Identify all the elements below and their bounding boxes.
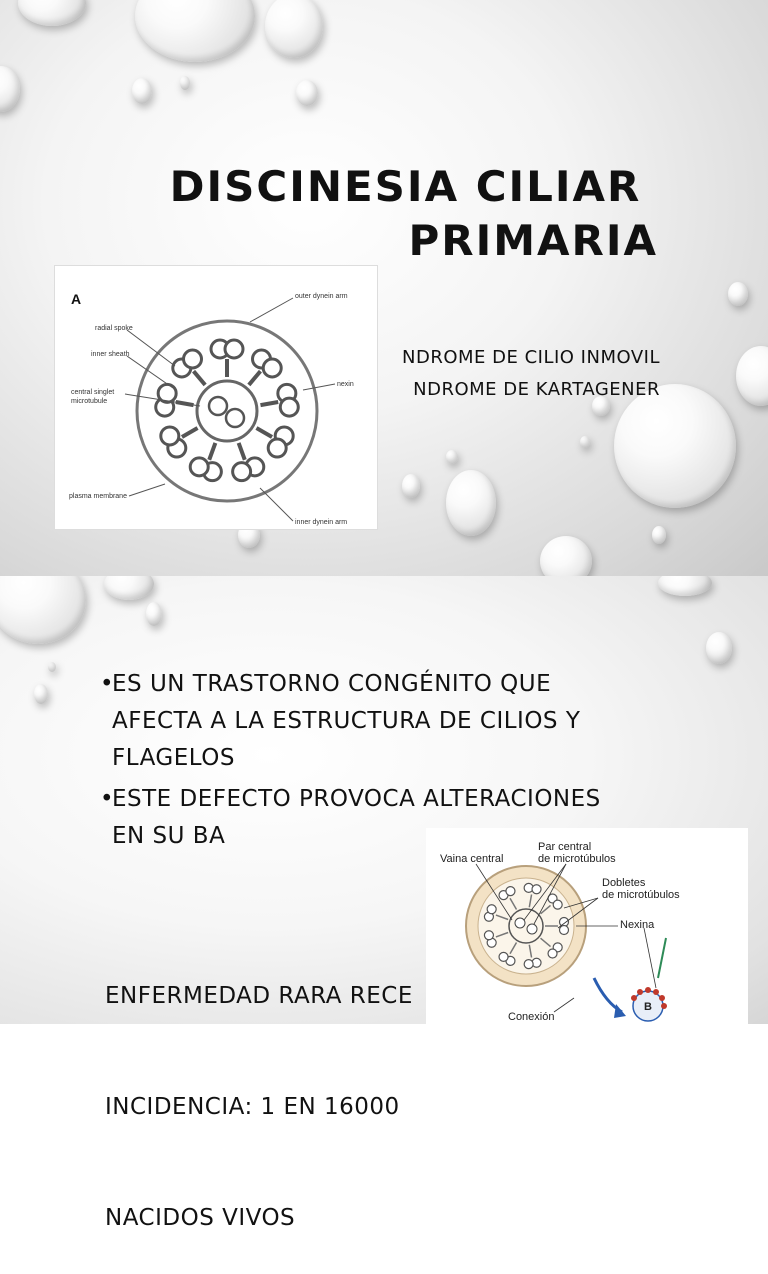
microtubule-doublet (280, 398, 298, 416)
label-nexina: Nexina (620, 919, 655, 931)
water-drop (446, 470, 496, 536)
subtitle-line-1: NDROME DE CILIO INMOVIL (402, 347, 660, 368)
water-drop (0, 576, 86, 644)
central-singlet-b (226, 409, 244, 427)
water-drop (135, 0, 255, 62)
microtubule-doublet (225, 340, 243, 358)
arrow-head (614, 1004, 626, 1018)
microtubule-doublet (233, 463, 251, 481)
slide-subtitle (402, 342, 660, 406)
fact-line-1: ENFERMEDAD RARA RECE (105, 983, 413, 1009)
water-drop (706, 632, 732, 664)
label-b: B (644, 1001, 652, 1013)
label-par-central-2: de microtúbulos (538, 853, 616, 865)
water-drop (580, 436, 590, 448)
water-drop (0, 66, 20, 112)
slide-1 (0, 0, 768, 576)
water-drop (652, 526, 666, 544)
label-vaina-central: Vaina central (440, 853, 504, 865)
bullet-list (100, 666, 620, 855)
water-drop (446, 450, 458, 464)
axoneme-diagram (54, 265, 378, 530)
panel-letter: A (71, 291, 82, 307)
water-drop (104, 576, 154, 600)
doublet-microtubule (499, 952, 508, 961)
microtubule-doublet (263, 359, 281, 377)
water-drop (728, 282, 748, 306)
doublet-microtubule (506, 887, 515, 896)
doublet-microtubule (548, 949, 557, 958)
cilium-svg (426, 828, 748, 1024)
label-par-central-1: Par central (538, 841, 592, 853)
bullet-dot: • (100, 786, 115, 812)
water-drop (402, 474, 420, 498)
doublet-microtubule (532, 885, 541, 894)
label-inner-sheath: inner sheath (91, 351, 130, 358)
label-plasma-membrane: plasma membrane (69, 493, 127, 500)
disease-facts (105, 904, 413, 1274)
title-line-1: DISCINESIA CILIAR (169, 162, 658, 211)
water-drop (48, 662, 56, 672)
label-central-singlet: central singlet (71, 389, 115, 396)
bullet-text-1: ES UN TRASTORNO CONGÉNITO QUE AFECTA A LA ESTRUCTURA DE CILIOS Y FLAGELOS (112, 671, 581, 771)
label-outer-dynein: outer dynein arm (295, 293, 348, 300)
label-inner-dynein: inner dynein arm (295, 519, 348, 526)
axoneme-svg (55, 266, 377, 529)
fact-line-3: NACIDOS VIVOS (105, 1205, 296, 1231)
nexin-link (658, 938, 666, 978)
label-dobletes-2: de microtúbulos (602, 889, 680, 901)
microtubule-doublet (184, 350, 202, 368)
central-singlet-a (209, 397, 227, 415)
water-drop (146, 602, 162, 626)
microtubule-doublet (161, 427, 179, 445)
central-microtubule-b (527, 924, 537, 934)
bullet-text-2: ESTE DEFECTO PROVOCA ALTERACIONES EN SU BA (112, 786, 601, 849)
fact-line-2: INCIDENCIA: 1 EN 16000 (105, 1094, 400, 1120)
doublet-microtubule (487, 905, 496, 914)
water-drop (296, 80, 318, 106)
cilium-matrix (478, 878, 574, 974)
doublet-microtubule (524, 960, 533, 969)
doublet-microtubule (560, 926, 569, 935)
cilium-cross-section-diagram (426, 828, 748, 1024)
bullet-dot: • (100, 671, 115, 697)
microtubule-doublet (190, 458, 208, 476)
bullet-item (100, 666, 620, 777)
subtitle-line-2: NDROME DE KARTAGENER (413, 379, 660, 400)
water-drop (540, 536, 592, 576)
label-radial-spoke: radial spoke (95, 325, 133, 332)
water-drop (736, 346, 768, 406)
doublet-microtubule (484, 931, 493, 940)
microtubule-doublet (268, 439, 286, 457)
central-microtubule-a (515, 918, 525, 928)
water-drop (132, 78, 152, 104)
label-nexin: nexin (337, 381, 354, 388)
label-conexion: Conexión (508, 1011, 555, 1023)
label-microtubule: microtubule (71, 398, 108, 405)
water-drop (34, 684, 48, 704)
label-dobletes-1: Dobletes (602, 877, 646, 889)
title-line-2: PRIMARIA (408, 216, 658, 265)
water-drop (180, 76, 190, 90)
water-drop (658, 576, 712, 596)
doublet-microtubule (553, 900, 562, 909)
water-drop (265, 0, 323, 58)
water-drop (18, 0, 86, 26)
slide-title (170, 160, 658, 268)
